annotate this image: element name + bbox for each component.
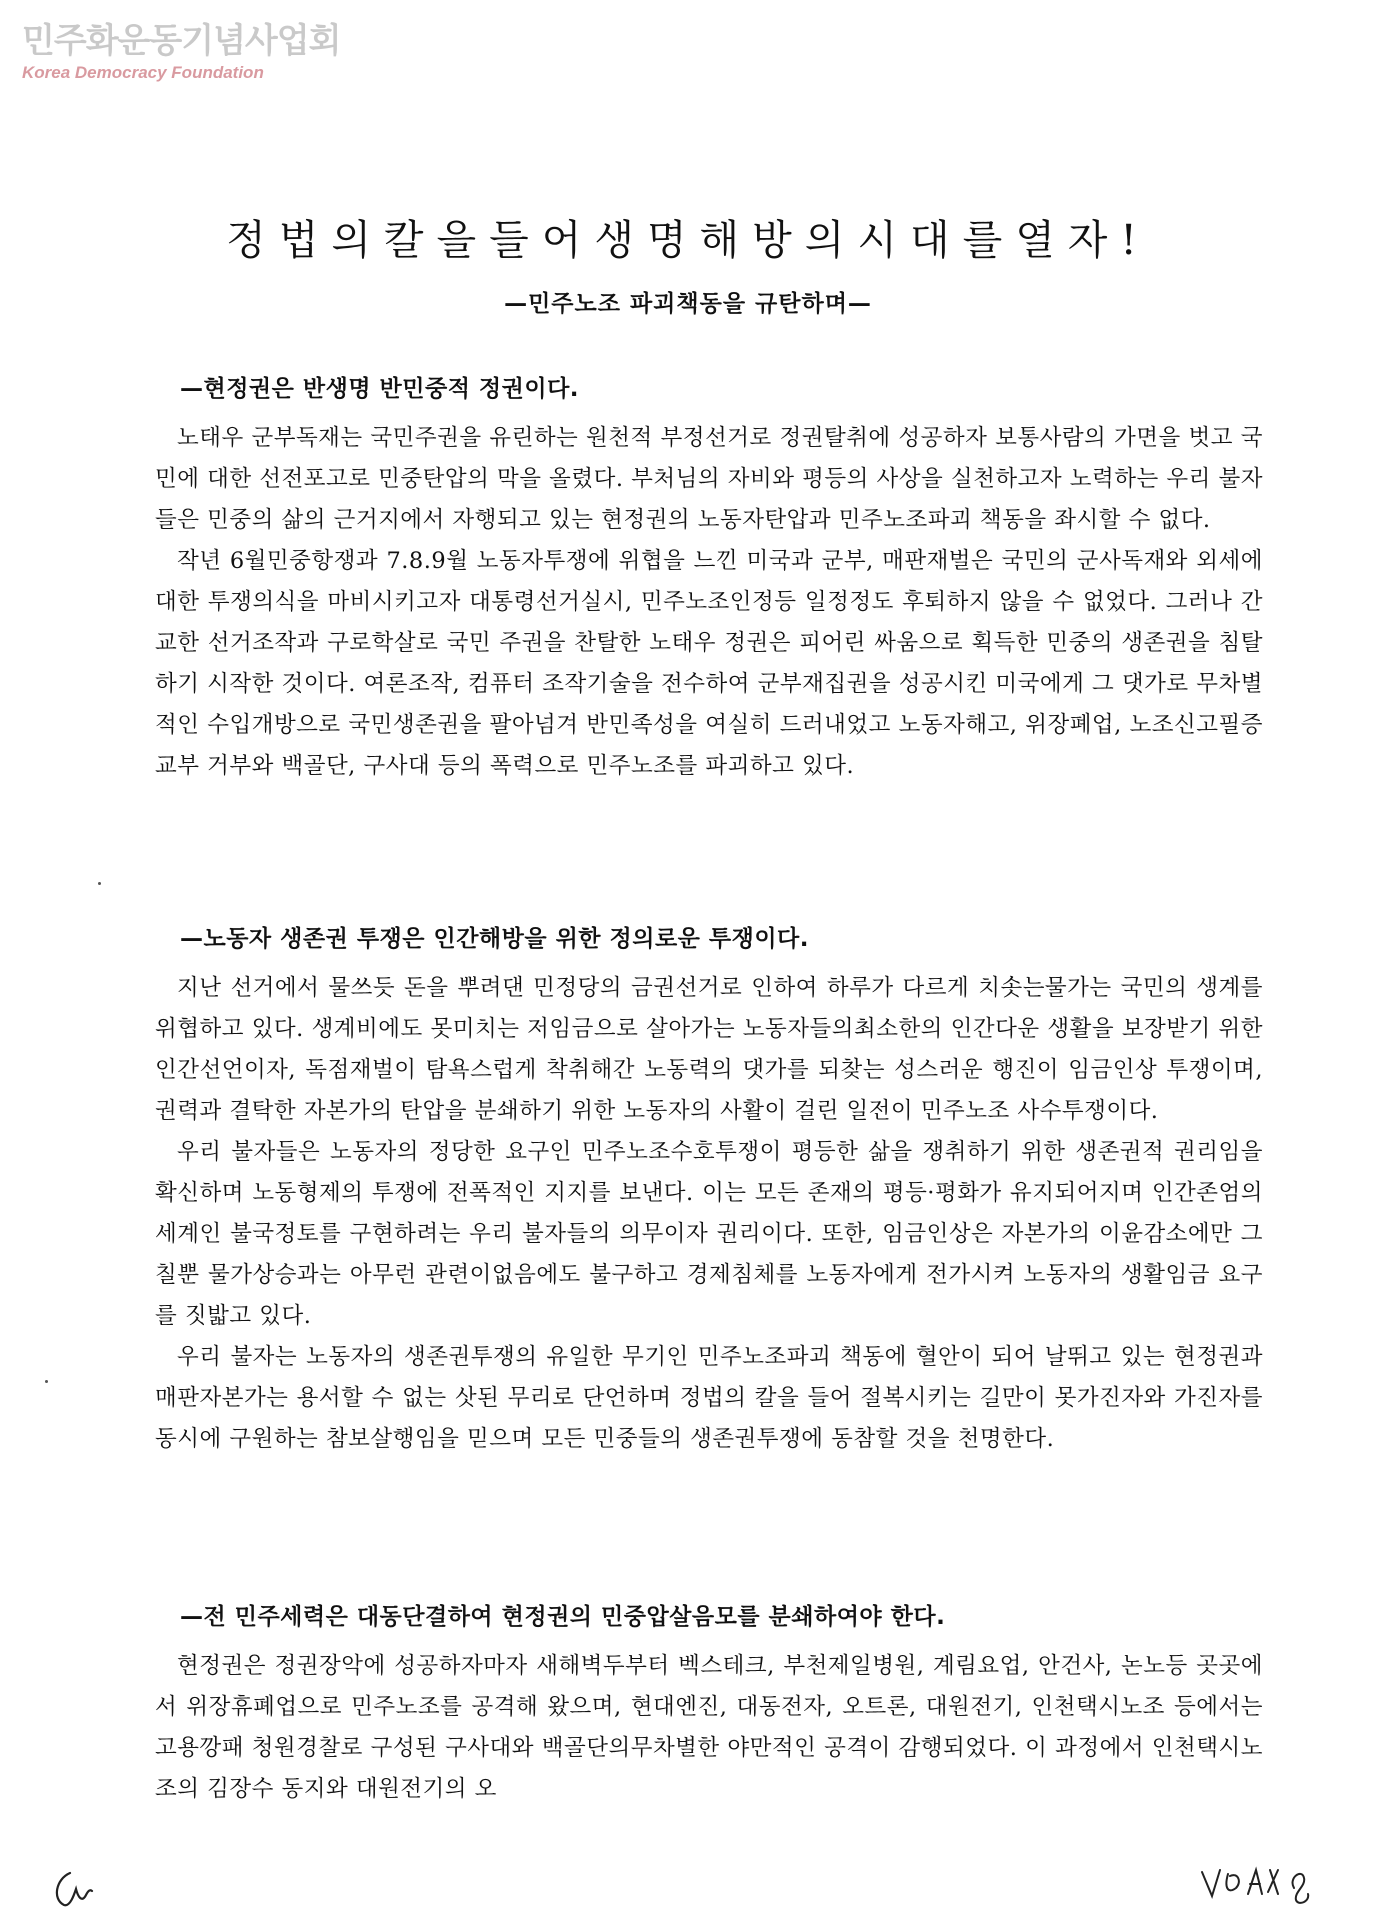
section-2-body [155,968,1263,1460]
section-1-body [155,418,1263,787]
paragraph: 현정권은 정권장악에 성공하자마자 새해벽두부터 벡스테크, 부천제일병원, 계림요업, 안건사, 논노등 곳곳에서 위장휴폐업으로 민주노조를 공격해 왔으며, 현대엔진, 대동전자, 오트론, 대원전기, 인천택시노조 등에서는 고용깡패 청원경찰로 구성된 구사대와 백골단의무차별한 야만적인 공격이 감행되었다. 이 과정에서 인천택시노조의 김장수 동지와 대원전기의 오 [155,1653,1263,1802]
paragraph: 노태우 군부독재는 국민주권을 유린하는 원천적 부정선거로 정권탈취에 성공하자 보통사람의 가면을 벗고 국민에 대한 선전포고로 민중탄압의 막을 올렸다. 부처님의 자비와 평등의 사상을 실천하고자 노력하는 우리 불자들은 민중의 삶의 근거지에서 자행되고 있는 현정권의 노동자탄압과 민주노조파괴 책동을 좌시할 수 없다. [155,425,1263,533]
scan-speck [45,1380,48,1383]
paragraph: 지난 선거에서 물쓰듯 돈을 뿌려댄 민정당의 금권선거로 인하여 하루가 다르게 치솟는물가는 국민의 생계를 위협하고 있다. 생계비에도 못미치는 저임금으로 살아가는 노동자들의최소한의 인간다운 생활을 보장받기 위한 인간선언이자, 독점재벌이 탐욕스럽게 착취해간 노동력의 댓가를 되찾는 성스러운 행진이 임금인상 투쟁이며, 권력과 결탁한 자본가의 탄압을 분쇄하기 위한 노동자의 사활이 걸린 일전이 민주노조 사수투쟁이다. [155,975,1263,1124]
section-3-body [155,1646,1263,1810]
section-3-heading: —전 민주세력은 대동단결하여 현정권의 민중압살음모를 분쇄하여야 한다. [180,1604,946,1630]
paragraph: 작년 6월민중항쟁과 7.8.9월 노동자투쟁에 위협을 느낀 미국과 군부, 매판재벌은 국민의 군사독재와 외세에 대한 투쟁의식을 마비시키고자 대통령선거실시, 민주노조인정등 일정정도 후퇴하지 않을 수 없었다. 그러나 간교한 선거조작과 구로학살로 국민 주권을 찬탈한 노태우 정권은 피어린 싸움으로 획득한 민중의 생존권을 침탈하기 시작한 것이다. 여론조작, 컴퓨터 조작기술을 전수하여 군부재집권을 성공시킨 미국에게 그 댓가로 무차별적인 수입개방으로 국민생존권을 팔아넘겨 반민족성을 여실히 드러내었고 노동자해고, 위장폐업, 노조신고필증교부 거부와 백골단, 구사대 등의 폭력으로 민주노조를 파괴하고 있다. [155,548,1263,779]
paragraph: 우리 불자들은 노동자의 정당한 요구인 민주노조수호투쟁이 평등한 삶을 쟁취하기 위한 생존권적 권리임을 확신하며 노동형제의 투쟁에 전폭적인 지지를 보낸다. 이는 모든 존재의 평등·평화가 유지되어지며 인간존엄의 세계인 불국정토를 구현하려는 우리 불자들의 의무이자 권리이다. 또한, 임금인상은 자본가의 이윤감소에만 그칠뿐 물가상승과는 아무런 관련이없음에도 불구하고 경제침체를 노동자에게 전가시켜 노동자의 생활임금 요구를 짓밟고 있다. [155,1139,1263,1329]
document-title: 정법의칼을들어생명해방의시대를열자! [226,216,1150,265]
document-subtitle: —민주노조 파괴책동을 규탄하며— [504,291,872,317]
handwritten-signature-right [1198,1858,1328,1908]
section-1-heading: —현정권은 반생명 반민중적 정권이다. [180,376,580,402]
watermark-english: Korea Democracy Foundation [22,63,264,82]
section-2-heading: —노동자 생존권 투쟁은 인간해방을 위한 정의로운 투쟁이다. [180,926,810,952]
foundation-watermark [22,22,340,84]
watermark-korean: 민주화운동기념사업회 [22,21,341,61]
scan-speck [98,882,101,885]
paragraph: 우리 불자는 노동자의 생존권투쟁의 유일한 무기인 민주노조파괴 책동에 혈안이 되어 날뛰고 있는 현정권과 매판자본가는 용서할 수 없는 삿된 무리로 단언하며 정법의 칼을 들어 절복시키는 길만이 못가진자와 가진자를 동시에 구원하는 참보살행임을 믿으며 모든 민중들의 생존권투쟁에 동참할 것을 천명한다. [155,1344,1263,1452]
handwritten-mark-left [50,1865,110,1915]
